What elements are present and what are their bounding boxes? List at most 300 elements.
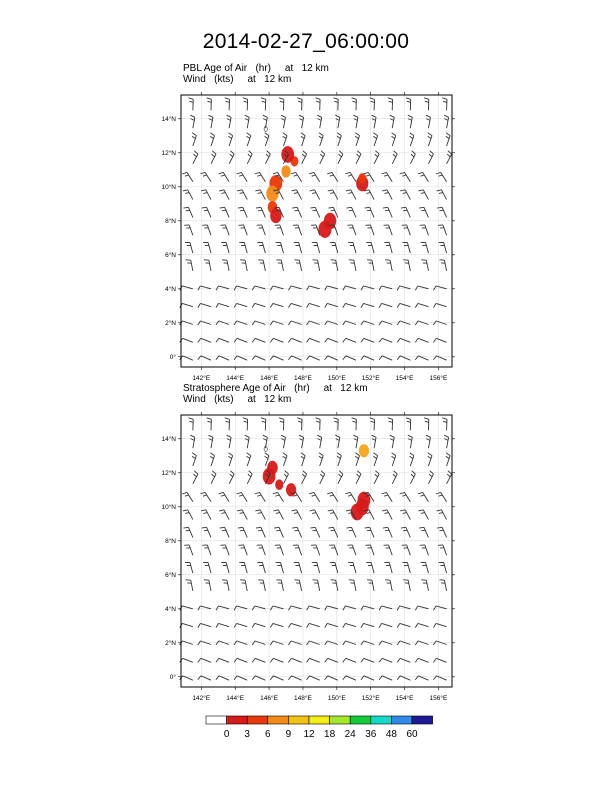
wind-barb (421, 242, 429, 253)
wind-barb (415, 303, 428, 307)
wind-barb (210, 453, 214, 466)
wind-barb (255, 172, 266, 181)
wind-barb (397, 303, 410, 307)
wind-barb (307, 606, 320, 610)
wind-barb (353, 435, 358, 448)
wind-barb (349, 260, 356, 271)
colorbar-label: 3 (244, 729, 250, 740)
wind-barb (347, 527, 356, 537)
wind-barb (198, 623, 211, 627)
shading-patch (275, 479, 283, 490)
colorbar-box (412, 716, 433, 724)
wind-barb (384, 562, 392, 573)
wind-barb (188, 418, 193, 430)
wind-barb (317, 435, 322, 448)
wind-barb (234, 658, 247, 662)
wind-barb (202, 527, 211, 537)
wind-barb (433, 606, 446, 610)
wind-barb (379, 623, 392, 627)
wind-barb (444, 115, 449, 128)
wind-barb (310, 190, 320, 200)
wind-barb (275, 225, 284, 235)
wind-barb (198, 606, 211, 610)
wind-barb (218, 172, 229, 181)
wind-barb (243, 98, 248, 110)
wind-barb (185, 562, 193, 573)
wind-barb (203, 242, 211, 253)
wind-barb (343, 623, 356, 627)
wind-barb (328, 510, 338, 520)
wind-barb (390, 115, 395, 128)
lon-tick-label: 148°E (294, 695, 312, 702)
wind-barb (252, 658, 265, 662)
wind-barb (220, 527, 229, 537)
wind-barb (345, 172, 356, 181)
wind-barb (198, 338, 211, 342)
wind-barb (234, 606, 247, 610)
wind-barb (343, 303, 356, 307)
wind-barb (361, 338, 374, 342)
wind-barb (228, 453, 232, 466)
wind-barb (307, 286, 320, 290)
wind-barb (327, 172, 338, 181)
lon-tick-label: 154°E (395, 375, 414, 382)
wind-barb (307, 356, 320, 360)
lon-tick-label: 152°E (361, 695, 380, 702)
wind-barb (325, 606, 338, 610)
wind-barb (361, 303, 374, 307)
wind-barb (355, 453, 359, 466)
wind-barb (180, 606, 193, 610)
wind-barb (310, 207, 319, 217)
wind-barb (325, 286, 338, 290)
wind-barb (437, 190, 447, 200)
wind-barb (397, 286, 410, 290)
wind-barb (352, 418, 357, 430)
wind-barb (345, 492, 356, 501)
wind-barb (337, 133, 341, 146)
wind-barb (379, 356, 392, 360)
wind-barb (258, 260, 265, 271)
wind-barb (343, 606, 356, 610)
wind-barb (335, 115, 340, 128)
wind-barb (335, 435, 340, 448)
wind-barb (319, 133, 323, 146)
colorbar-box (268, 716, 289, 724)
colorbar-label: 6 (265, 729, 271, 740)
shading-patch (286, 483, 296, 496)
wind-barb (390, 435, 395, 448)
wind-barb (288, 623, 301, 627)
wind-barb (276, 260, 283, 271)
lat-tick-label: 2°N (165, 640, 176, 648)
wind-barb (192, 133, 196, 146)
wind-barb (408, 115, 413, 128)
colorbar (206, 716, 433, 724)
wind-barb (270, 623, 283, 627)
wind-barb (252, 356, 265, 360)
wind-barb (204, 580, 211, 591)
wind-barb (343, 658, 356, 662)
wind-barb (328, 527, 337, 537)
wind-barb (343, 338, 356, 342)
wind-barb (415, 356, 428, 360)
wind-barb (446, 133, 450, 146)
wind-barb (238, 207, 247, 217)
wind-barb (384, 225, 393, 235)
wind-barb (258, 580, 265, 591)
wind-barb (401, 207, 410, 217)
wind-barb (433, 676, 446, 680)
wind-barb (270, 676, 283, 680)
wind-barb (444, 435, 449, 448)
wind-barb (257, 562, 265, 573)
wind-barb (384, 545, 393, 555)
wind-barb (292, 190, 302, 200)
wind-barb (216, 303, 229, 307)
wind-barb (221, 242, 229, 253)
wind-barb (239, 225, 248, 235)
wind-barb (261, 418, 266, 430)
wind-barb (426, 115, 431, 128)
wind-barb (252, 676, 265, 680)
wind-barb (182, 492, 193, 501)
wind-barb (283, 133, 287, 146)
wind-barb (361, 658, 374, 662)
wind-barb (401, 527, 410, 537)
wind-barb (361, 356, 374, 360)
wind-barb (273, 510, 283, 520)
wind-barb (439, 562, 447, 573)
wind-barb (218, 492, 229, 501)
wind-barb (297, 418, 302, 430)
wind-barb (388, 98, 393, 110)
wind-barb (370, 418, 375, 430)
wind-barb (317, 115, 322, 128)
wind-barb (245, 115, 250, 128)
lat-tick-label: 12°N (161, 470, 176, 478)
lon-tick-label: 146°E (260, 695, 278, 702)
wind-barb (283, 453, 287, 466)
lat-tick-label: 6°N (165, 252, 176, 260)
wind-barb (180, 286, 193, 290)
wind-barb (433, 658, 446, 662)
wind-barb (246, 133, 250, 146)
shading-patch (358, 173, 366, 183)
wind-barb (361, 676, 374, 680)
wind-barb (275, 545, 284, 555)
panel2-title-line2: Wind (kts) at 12 km (183, 394, 292, 405)
wind-barb (182, 172, 193, 181)
wind-barb (294, 562, 302, 573)
wind-barb (347, 545, 356, 555)
wind-barb (207, 418, 212, 430)
wind-barb (315, 418, 320, 430)
wind-barb (200, 492, 211, 501)
wind-barb (227, 115, 232, 128)
wind-barb (343, 676, 356, 680)
wind-barb (288, 658, 301, 662)
wind-barb (288, 338, 301, 342)
wind-barb (294, 580, 301, 591)
lat-tick-label: 6°N (165, 572, 176, 580)
wind-barb (365, 545, 374, 555)
wind-barb (307, 658, 320, 662)
wind-barb (210, 133, 214, 146)
wind-barb (379, 606, 392, 610)
lon-tick-label: 144°E (226, 695, 245, 702)
colorbar-label: 9 (285, 729, 292, 740)
wind-barb (239, 545, 248, 555)
wind-barb (288, 356, 301, 360)
wind-barb (313, 260, 320, 271)
colorbar-box (309, 716, 330, 724)
wind-barb (403, 260, 410, 271)
wind-barb (327, 492, 338, 501)
wind-barb (221, 562, 229, 573)
wind-barb (202, 545, 211, 555)
wind-barb (184, 545, 193, 555)
lat-tick-label: 14°N (161, 116, 176, 124)
wind-barb (373, 453, 377, 466)
wind-barb (252, 286, 265, 290)
wind-barb (281, 115, 286, 128)
lon-tick-label: 142°E (192, 695, 211, 702)
wind-barb (388, 418, 393, 430)
wind-barb (219, 510, 229, 520)
wind-barb (276, 580, 283, 591)
wind-barb (379, 286, 392, 290)
wind-barb (400, 510, 410, 520)
wind-barb (291, 172, 302, 181)
panel1-title-line2: Wind (kts) at 12 km (183, 74, 292, 85)
wind-barb (379, 338, 392, 342)
lat-tick-label: 10°N (161, 184, 176, 192)
wind-barb (400, 190, 410, 200)
wind-barb (294, 260, 301, 271)
wind-barb (225, 418, 230, 430)
wind-barb (325, 303, 338, 307)
wind-barb (208, 115, 213, 128)
wind-barb (410, 453, 414, 466)
shading-patch (359, 444, 369, 457)
wind-barb (190, 115, 195, 128)
wind-barb (256, 207, 265, 217)
lon-tick-label: 150°E (327, 695, 346, 702)
wind-barb (276, 242, 284, 253)
wind-barb (415, 658, 428, 662)
map-panel-1 (161, 92, 455, 382)
wind-barb (216, 286, 229, 290)
wind-barb (255, 190, 265, 200)
wind-barb (252, 606, 265, 610)
wind-barb (183, 207, 192, 217)
colorbar-label: 24 (344, 729, 356, 740)
wind-barb (352, 98, 357, 110)
wind-barb (337, 453, 341, 466)
lon-tick-label: 146°E (260, 375, 278, 382)
colorbar-box (227, 716, 248, 724)
wind-barb (198, 676, 211, 680)
wind-barb (184, 225, 193, 235)
wind-barb (270, 356, 283, 360)
colorbar-label: 60 (406, 729, 418, 740)
map-panel-2 (161, 412, 455, 702)
wind-barb (397, 338, 410, 342)
wind-barb (270, 338, 283, 342)
wind-barb (216, 623, 229, 627)
wind-barb (372, 115, 377, 128)
wind-barb (436, 492, 447, 501)
wind-barb (216, 338, 229, 342)
wind-barb (288, 303, 301, 307)
wind-barb (319, 453, 323, 466)
wind-barb (234, 623, 247, 627)
wind-barb (180, 623, 193, 627)
wind-barb (204, 260, 211, 271)
wind-barb (220, 207, 229, 217)
wind-barb (397, 606, 410, 610)
wind-barb (397, 623, 410, 627)
wind-barb (312, 562, 320, 573)
wind-barb (216, 356, 229, 360)
wind-barb (200, 172, 211, 181)
wind-barb (252, 338, 265, 342)
wind-barb (219, 190, 229, 200)
wind-barb (201, 510, 211, 520)
wind-barb (309, 172, 320, 181)
wind-barb (382, 492, 393, 501)
wind-barb (310, 527, 319, 537)
wind-barb (270, 303, 283, 307)
wind-barb (274, 527, 283, 537)
wind-barb (237, 190, 247, 200)
map-frame (181, 95, 452, 367)
wind-barb (421, 260, 428, 271)
wind-barb (347, 225, 356, 235)
wind-barb (439, 242, 447, 253)
wind-barb (315, 98, 320, 110)
wind-barb (294, 242, 302, 253)
lat-tick-label: 8°N (165, 218, 176, 226)
wind-barb (192, 453, 196, 466)
wind-barb (433, 303, 446, 307)
wind-barb (442, 98, 447, 110)
wind-barb (365, 207, 374, 217)
wind-barb (273, 492, 284, 501)
wind-barb (438, 545, 447, 555)
wind-barb (424, 418, 429, 430)
wind-barb (385, 580, 392, 591)
wind-barb (310, 510, 320, 520)
lat-tick-label: 10°N (161, 504, 176, 512)
wind-barb (348, 242, 356, 253)
wind-barb (373, 133, 377, 146)
wind-barb (415, 286, 428, 290)
colorbar-box (330, 716, 351, 724)
wind-barb (421, 580, 428, 591)
wind-barb (257, 225, 266, 235)
lon-tick-label: 144°E (226, 375, 245, 382)
wind-barb (216, 658, 229, 662)
wind-barb (202, 225, 211, 235)
wind-barb (255, 492, 266, 501)
wind-barb (180, 338, 193, 342)
wind-barb (328, 190, 338, 200)
wind-barb (325, 356, 338, 360)
colorbar-label: 0 (223, 729, 230, 740)
wind-barb (325, 658, 338, 662)
wind-barb (186, 580, 193, 591)
wind-barb (185, 242, 193, 253)
colorbar-box (350, 716, 371, 724)
wind-barb (227, 435, 232, 448)
wind-barb (433, 623, 446, 627)
wind-barb (424, 98, 429, 110)
wind-barb (433, 286, 446, 290)
lat-tick-label: 0° (169, 674, 176, 682)
wind-barb (183, 527, 192, 537)
wind-barb (343, 286, 356, 290)
wind-barb (234, 286, 247, 290)
wind-barb (222, 260, 229, 271)
wind-barb (391, 453, 395, 466)
wind-barb (255, 510, 265, 520)
lat-tick-label: 8°N (165, 538, 176, 546)
lon-tick-label: 148°E (294, 375, 312, 382)
wind-barb (291, 492, 302, 501)
wind-barb (201, 190, 211, 200)
wind-barb (180, 658, 193, 662)
wind-barb (384, 242, 392, 253)
wind-barb (220, 545, 229, 555)
lat-tick-label: 14°N (161, 436, 176, 444)
wind-barb (329, 545, 338, 555)
wind-barb (361, 286, 374, 290)
wind-barb (402, 545, 411, 555)
wind-barb (418, 492, 429, 501)
wind-barb (288, 606, 301, 610)
wind-barb (281, 435, 286, 448)
wind-barb (415, 623, 428, 627)
wind-barb (234, 303, 247, 307)
wind-barb (420, 225, 429, 235)
wind-barb (406, 98, 411, 110)
wind-barb (419, 207, 428, 217)
wind-barb (220, 225, 229, 235)
wind-barb (292, 207, 301, 217)
wind-barb (382, 172, 393, 181)
lat-tick-label: 4°N (165, 286, 176, 294)
wind-barb (361, 623, 374, 627)
wind-barb (276, 562, 284, 573)
wind-barb (402, 562, 410, 573)
colorbar-box (288, 716, 309, 724)
lat-tick-label: 0° (169, 354, 176, 362)
wind-barb (355, 133, 359, 146)
colorbar-label: 48 (385, 729, 397, 740)
wind-barb (180, 676, 193, 680)
shading-patch (281, 165, 290, 177)
wind-barb (353, 115, 358, 128)
wind-barb (309, 492, 320, 501)
wind-barb (370, 98, 375, 110)
wind-barb (190, 435, 195, 448)
wind-barb (207, 98, 212, 110)
wind-barb (225, 98, 230, 110)
wind-barb (333, 98, 338, 110)
wind-barb (288, 286, 301, 290)
